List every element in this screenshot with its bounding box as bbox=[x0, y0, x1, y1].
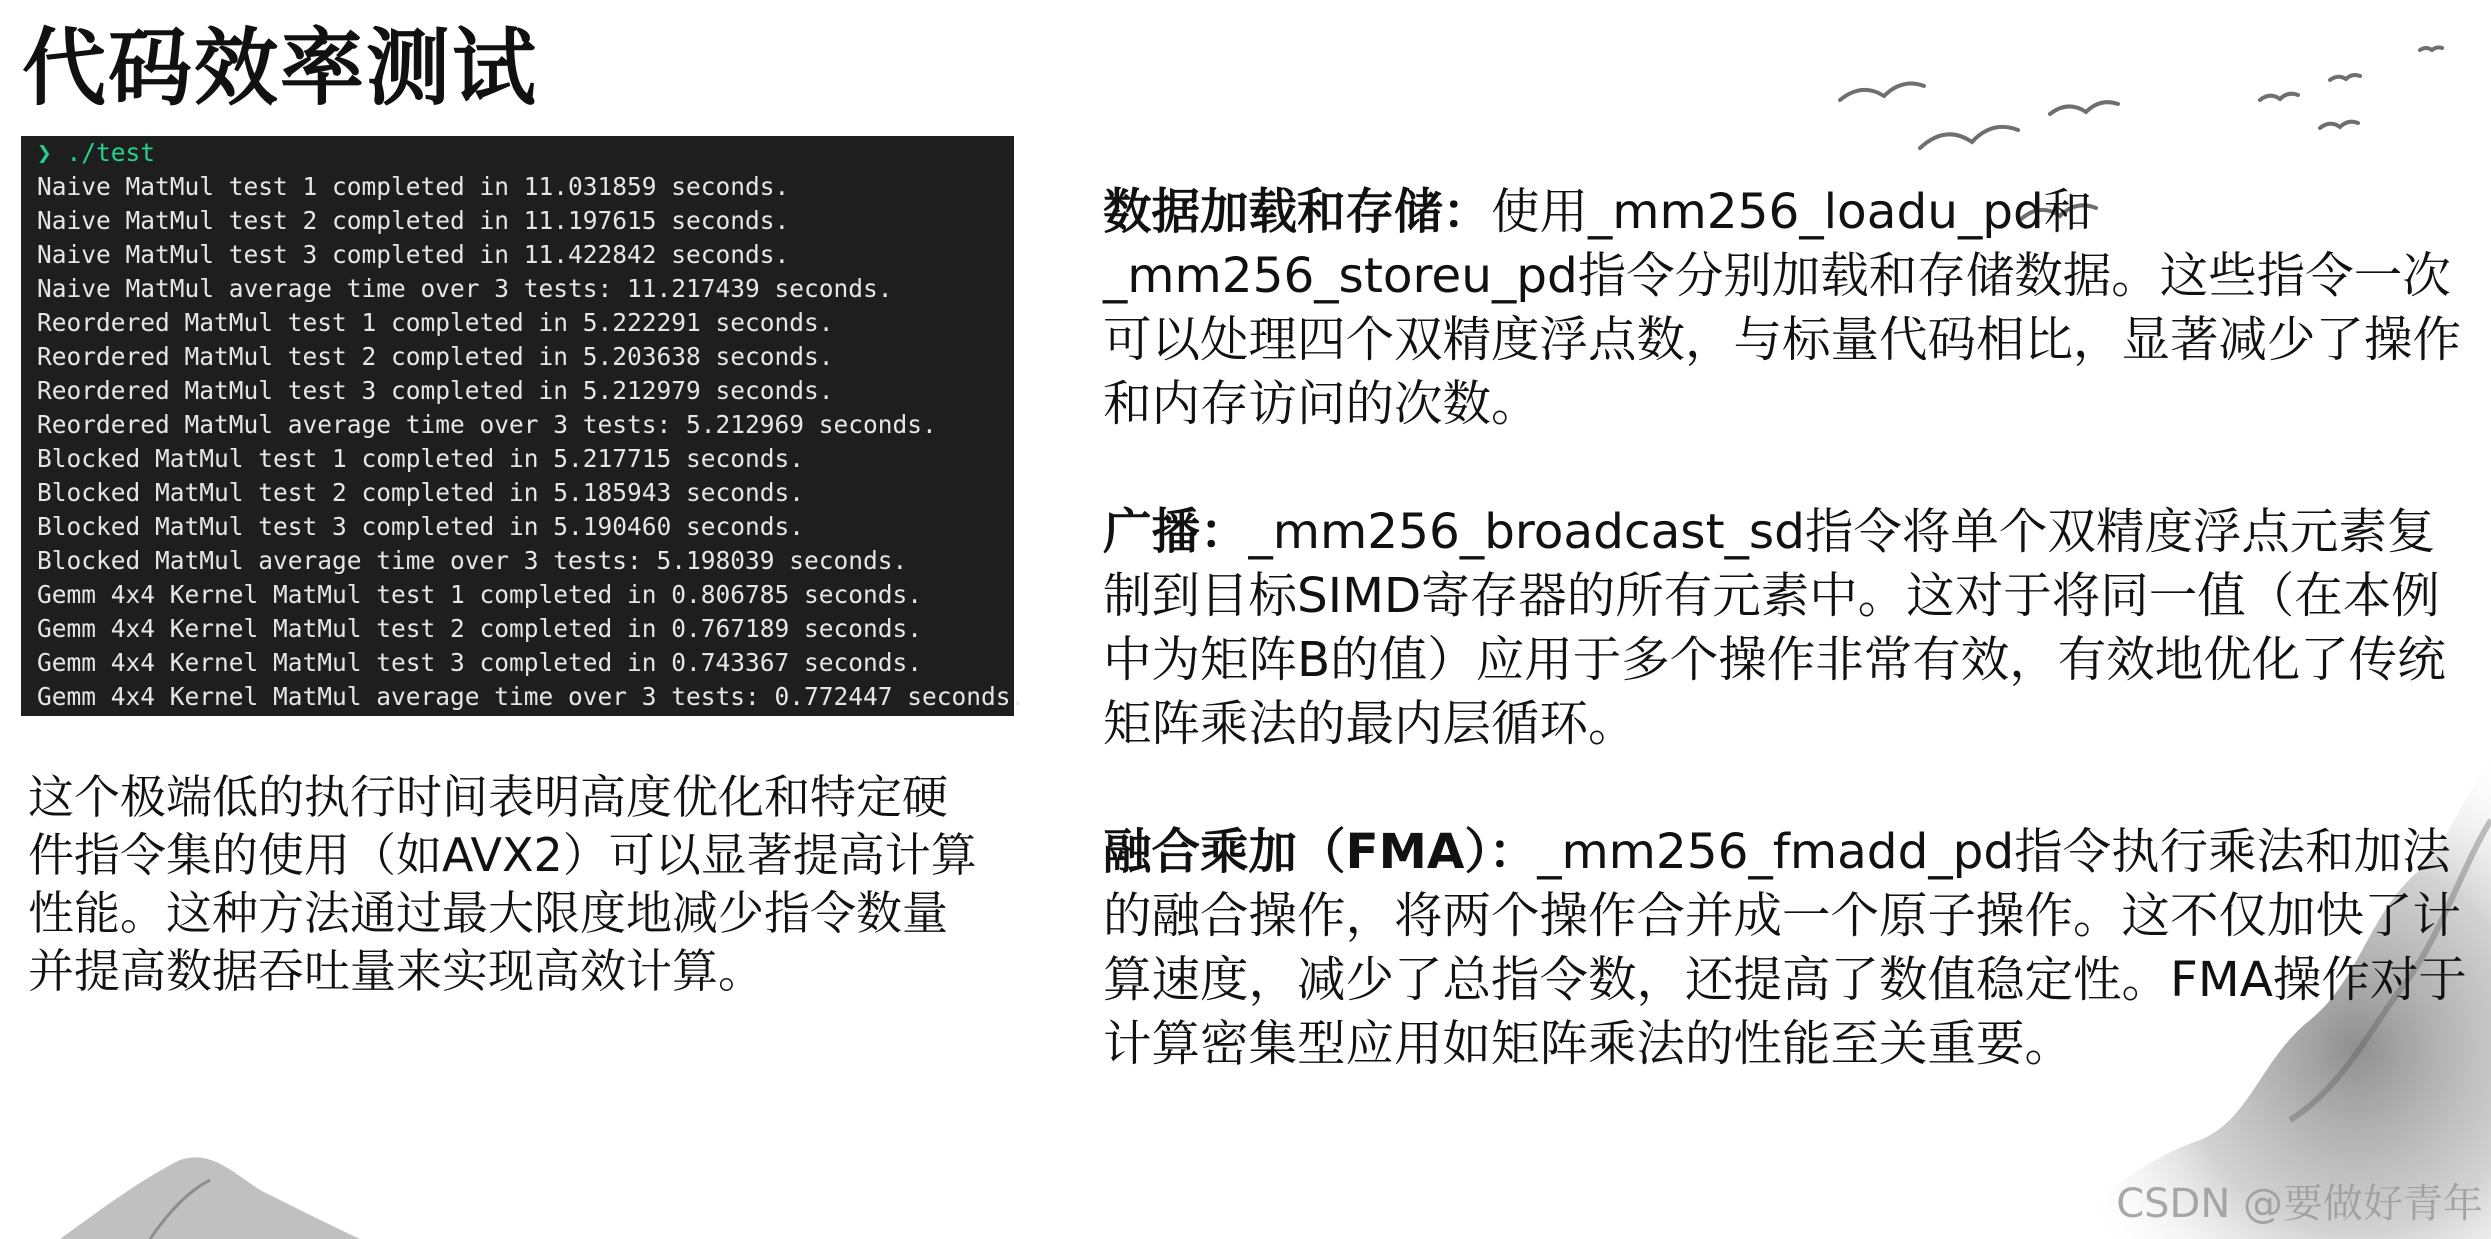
section-heading: 数据加载和存储： bbox=[1103, 184, 1492, 240]
ink-mountain-left-decoration bbox=[60, 1150, 360, 1239]
terminal-line: Gemm 4x4 Kernel MatMul test 2 completed in 0.767189 seconds. bbox=[37, 614, 923, 643]
terminal-line: Naive MatMul test 2 completed in 11.197615 seconds. bbox=[37, 206, 790, 235]
terminal-line: Gemm 4x4 Kernel MatMul test 1 completed in 0.806785 seconds. bbox=[37, 580, 923, 609]
terminal-line: Naive MatMul test 1 completed in 11.031859 seconds. bbox=[37, 172, 790, 201]
terminal-line: Reordered MatMul average time over 3 tests: 5.212969 seconds. bbox=[37, 410, 937, 439]
slide-title: 代码效率测试 bbox=[22, 19, 539, 117]
terminal-line: Gemm 4x4 Kernel MatMul average time over 3 tests: 0.772447 seconds. bbox=[37, 682, 1026, 711]
section-heading: 融合乘加（FMA）： bbox=[1103, 824, 1538, 880]
prompt-chevron-icon: ❯ bbox=[37, 138, 52, 167]
terminal-line: Blocked MatMul test 1 completed in 5.217715 seconds. bbox=[37, 444, 805, 473]
terminal-line: Blocked MatMul test 2 completed in 5.185943 seconds. bbox=[37, 478, 805, 507]
section-body: _mm256_fmadd_pd指令执行乘法和加法的融合操作，将两个操作合并成一个原子操作。这不仅加快了计算速度，减少了总指令数，还提高了数值稳定性。FMA操作对于计算密集型应用如矩阵乘法的性能至关重要。 bbox=[1103, 824, 2467, 1072]
section-heading: 广播： bbox=[1103, 504, 1249, 560]
terminal-line: Reordered MatMul test 2 completed in 5.203638 seconds. bbox=[37, 342, 834, 371]
terminal-prompt bbox=[37, 136, 1014, 170]
terminal-output-screenshot bbox=[21, 136, 1026, 716]
terminal-line: Naive MatMul average time over 3 tests: 11.217439 seconds. bbox=[37, 274, 893, 303]
terminal-command: ./test bbox=[66, 138, 156, 167]
terminal-line: Naive MatMul test 3 completed in 11.422842 seconds. bbox=[37, 240, 790, 269]
terminal-line: Reordered MatMul test 1 completed in 5.222291 seconds. bbox=[37, 308, 834, 337]
terminal-line: Reordered MatMul test 3 completed in 5.212979 seconds. bbox=[37, 376, 834, 405]
performance-summary-paragraph: 这个极端低的执行时间表明高度优化和特定硬件指令集的使用（如AVX2）可以显著提高计算性能。这种方法通过最大限度地减少指令数量并提高数据吞吐量来实现高效计算。 bbox=[28, 770, 977, 998]
simd-explanation-column bbox=[1103, 180, 2473, 1140]
section-fma bbox=[1103, 820, 2473, 1076]
section-broadcast bbox=[1103, 500, 2473, 756]
section-body: 使用_mm256_loadu_pd和_mm256_storeu_pd指令分别加载和存储数据。这些指令一次可以处理四个双精度浮点数，与标量代码相比，显著减少了操作和内存访问的次数。 bbox=[1103, 184, 2462, 432]
terminal-line: Blocked MatMul test 3 completed in 5.190460 seconds. bbox=[37, 512, 805, 541]
terminal-line: Blocked MatMul average time over 3 tests: 5.198039 seconds. bbox=[37, 546, 908, 575]
section-body: _mm256_broadcast_sd指令将单个双精度浮点元素复制到目标SIMD寄存器的所有元素中。这对于将同一值（在本例中为矩阵B的值）应用于多个操作非常有效，有效地优化了传统矩阵乘法的最内层循环。 bbox=[1103, 504, 2446, 752]
section-load-store bbox=[1103, 180, 2473, 436]
terminal-line: Gemm 4x4 Kernel MatMul test 3 completed in 0.743367 seconds. bbox=[37, 648, 923, 677]
csdn-watermark: CSDN @要做好青年 bbox=[2116, 1181, 2483, 1227]
